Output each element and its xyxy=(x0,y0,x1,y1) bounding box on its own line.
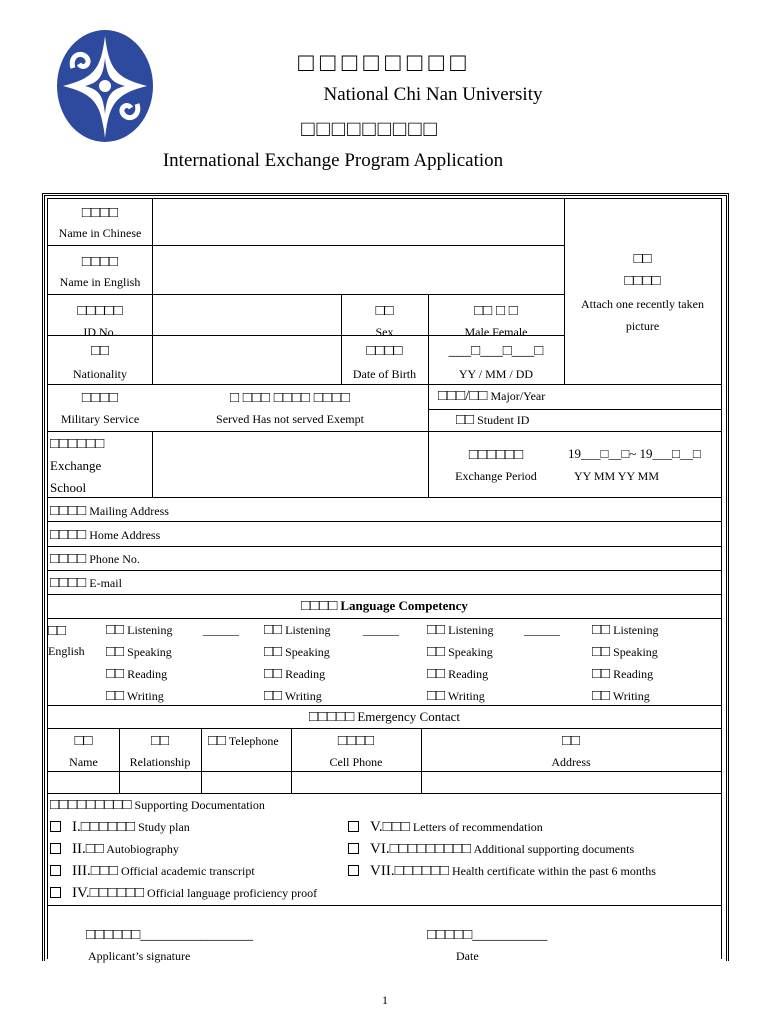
application-form xyxy=(47,198,722,963)
university-name-cn: □□□□□□□□ xyxy=(298,48,472,77)
language-skill-listening-col-3[interactable]: □□ Listening xyxy=(427,622,494,638)
exchange-school-label-en-1: Exchange xyxy=(50,458,102,473)
doc-checkbox-left-2[interactable]: II.□□ Autobiography xyxy=(50,841,179,858)
emergency-header: □□□□□ Emergency Contact xyxy=(309,709,460,725)
dob-format: YY / MM / DD xyxy=(458,367,534,381)
language-skill-writing-col-4[interactable]: □□ Writing xyxy=(592,688,650,704)
phone-label: □□□□ Phone No. xyxy=(50,551,140,567)
exchange-period-label-en: Exchange Period xyxy=(455,469,537,483)
photo-label-cn-1: □□ xyxy=(633,251,652,267)
checkbox-icon[interactable] xyxy=(50,865,61,876)
exchange-period-format: YY MM YY MM xyxy=(574,469,660,483)
date-label-en: Date xyxy=(456,949,479,963)
dob-blank[interactable]: ___□___□___□ xyxy=(448,343,544,359)
photo-label-cn-2: □□□□ xyxy=(624,273,661,289)
doc-checkbox-right-2[interactable]: VI.□□□□□□□□□ Additional supporting documents xyxy=(348,841,634,858)
language-skill-speaking-col-2[interactable]: □□ Speaking xyxy=(264,644,330,660)
sex-label-en: Sex xyxy=(375,325,394,339)
signature-label-en: Applicant’s signature xyxy=(88,949,191,963)
sex-label-cn: □□ xyxy=(375,303,394,319)
email-label: □□□□ E-mail xyxy=(50,575,122,591)
doc-checkbox-left-3[interactable]: III.□□□ Official academic transcript xyxy=(50,863,255,880)
language-skill-listening-col-1[interactable]: □□ Listening xyxy=(106,622,173,638)
checkbox-icon[interactable] xyxy=(348,843,359,854)
form-title-cn: □□□□□□□□□ xyxy=(301,116,439,141)
major-label: □□□/□□ Major/Year xyxy=(438,388,546,404)
id-label-en: ID No. xyxy=(83,325,117,339)
checkbox-icon[interactable] xyxy=(50,843,61,854)
emergency-telephone-label: □□ Telephone xyxy=(208,733,279,749)
male-female-options-en: Male Female xyxy=(464,325,528,339)
exchange-period-label-cn: □□□□□□ xyxy=(468,447,524,463)
id-label-cn: □□□□□ xyxy=(77,303,123,319)
doc-checkbox-left-4[interactable]: IV.□□□□□□ Official language proficiency proof xyxy=(50,885,317,902)
language-skill-speaking-col-4[interactable]: □□ Speaking xyxy=(592,644,658,660)
checkbox-icon[interactable] xyxy=(348,865,359,876)
language-skill-speaking-col-1[interactable]: □□ Speaking xyxy=(106,644,172,660)
english-label-en: English xyxy=(48,644,85,658)
male-female-options-cn[interactable]: □□ □ □ xyxy=(474,303,518,319)
emergency-cell-en: Cell Phone xyxy=(329,755,383,769)
language-skill-listening-col-2[interactable]: □□ Listening xyxy=(264,622,331,638)
doc-checkbox-right-1[interactable]: V.□□□ Letters of recommendation xyxy=(348,819,543,836)
date-line[interactable]: □□□□□__________ xyxy=(427,927,548,943)
language-header: □□□□ Language Competency xyxy=(301,598,468,614)
language-skill-writing-col-3[interactable]: □□ Writing xyxy=(427,688,485,704)
language-blank-3[interactable]: ______ xyxy=(524,623,560,637)
emergency-cell-cn: □□□□ xyxy=(337,733,375,749)
photo-label-en-1: Attach one recently taken xyxy=(581,297,704,311)
exchange-school-field[interactable] xyxy=(154,433,426,495)
emergency-name-en: Name xyxy=(69,755,98,769)
home-address-label: □□□□ Home Address xyxy=(50,527,161,543)
english-label-cn: □□ xyxy=(48,623,67,639)
name-en-label-cn: □□□□ xyxy=(81,254,119,270)
emergency-address-cn: □□ xyxy=(561,733,581,749)
language-skill-writing-col-1[interactable]: □□ Writing xyxy=(106,688,164,704)
nationality-label-en: Nationality xyxy=(73,367,127,381)
student-id-label: □□ Student ID xyxy=(456,412,530,428)
page-number: 1 xyxy=(382,993,388,1007)
name-en-label-en: Name in English xyxy=(59,275,141,289)
language-skill-writing-col-2[interactable]: □□ Writing xyxy=(264,688,322,704)
name-cn-field[interactable] xyxy=(154,201,562,243)
checkbox-icon[interactable] xyxy=(348,821,359,832)
doc-checkbox-right-3[interactable]: VII.□□□□□□ Health certificate within the past 6 months xyxy=(348,863,656,880)
language-skill-speaking-col-3[interactable]: □□ Speaking xyxy=(427,644,493,660)
exchange-school-label-cn: □□□□□□ xyxy=(50,436,105,452)
doc-checkbox-left-1[interactable]: I.□□□□□□ Study plan xyxy=(50,819,190,836)
checkbox-icon[interactable] xyxy=(50,821,61,832)
mailing-address-label: □□□□ Mailing Address xyxy=(50,503,169,519)
docs-header: □□□□□□□□□ Supporting Documentation xyxy=(50,797,265,813)
nationality-label-cn: □□ xyxy=(90,343,110,359)
language-skill-reading-col-2[interactable]: □□ Reading xyxy=(264,666,326,682)
military-options-en: Served Has not served Exempt xyxy=(216,412,364,426)
language-blank-1[interactable]: ______ xyxy=(203,623,239,637)
emergency-relationship-en: Relationship xyxy=(129,755,191,769)
dob-label-en: Date of Birth xyxy=(352,367,417,381)
university-name-en: National Chi Nan University xyxy=(323,84,543,105)
military-label-en: Military Service xyxy=(60,412,140,426)
form-title-en: International Exchange Program Application xyxy=(162,150,504,171)
exchange-school-label-en-2: School xyxy=(50,480,87,495)
language-skill-listening-col-4[interactable]: □□ Listening xyxy=(592,622,659,638)
military-label-cn: □□□□ xyxy=(81,390,119,406)
name-cn-label-cn: □□□□ xyxy=(81,205,119,221)
language-skill-reading-col-1[interactable]: □□ Reading xyxy=(106,666,168,682)
photo-label-en-2: picture xyxy=(625,319,660,333)
military-options-cn[interactable]: □ □□□ □□□□ □□□□ xyxy=(230,390,350,406)
name-cn-label-en: Name in Chinese xyxy=(58,226,142,240)
emergency-name-cn: □□ xyxy=(74,733,93,749)
dob-label-cn: □□□□ xyxy=(366,343,403,359)
name-en-field[interactable] xyxy=(154,247,562,292)
emergency-relationship-cn: □□ xyxy=(150,733,170,749)
exchange-period-blank[interactable]: 19___□__□~ 19___□__□ xyxy=(568,446,701,461)
emergency-address-en: Address xyxy=(551,755,591,769)
language-skill-reading-col-4[interactable]: □□ Reading xyxy=(592,666,654,682)
language-skill-reading-col-3[interactable]: □□ Reading xyxy=(427,666,489,682)
signature-line[interactable]: □□□□□□_______________ xyxy=(86,927,253,943)
checkbox-icon[interactable] xyxy=(50,887,61,898)
language-blank-2[interactable]: ______ xyxy=(363,623,399,637)
